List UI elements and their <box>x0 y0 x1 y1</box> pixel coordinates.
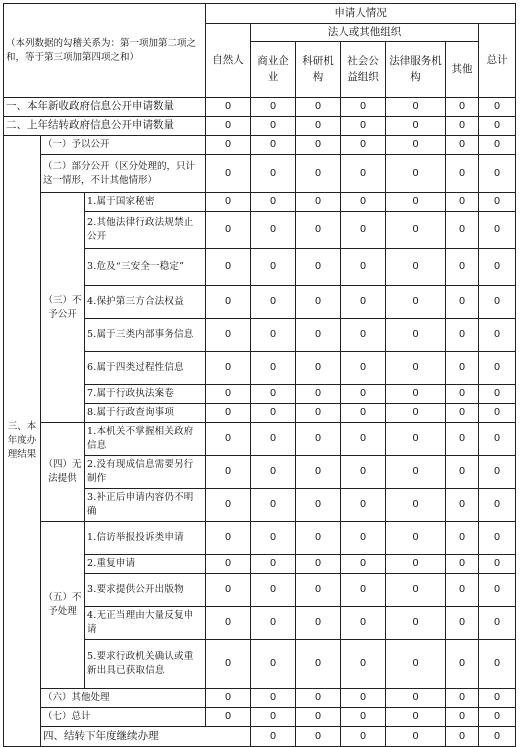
value-cell: 0 <box>296 385 341 404</box>
value-cell: 0 <box>341 155 386 193</box>
value-cell: 0 <box>251 708 296 727</box>
value-cell: 0 <box>206 117 251 136</box>
value-cell: 0 <box>386 352 446 385</box>
item-label: 5.属于三类内部事务信息 <box>85 319 206 352</box>
value-cell: 0 <box>296 136 341 155</box>
value-cell: 0 <box>251 385 296 404</box>
value-cell: 0 <box>251 456 296 489</box>
value-cell: 0 <box>446 727 479 747</box>
value-cell: 0 <box>446 98 479 117</box>
group-label-total: （七）总计 <box>41 708 206 727</box>
value-cell: 0 <box>386 117 446 136</box>
value-cell: 0 <box>479 727 516 747</box>
value-cell: 0 <box>251 574 296 607</box>
value-cell: 0 <box>296 352 341 385</box>
value-cell: 0 <box>479 319 516 352</box>
value-cell: 0 <box>446 155 479 193</box>
value-cell: 0 <box>386 193 446 212</box>
group-label-partially-disclosed: （二）部分公开（区分处理的，只计这一情形，不计其他情形） <box>41 155 206 193</box>
legal-service-header: 法律服务机构 <box>386 42 446 98</box>
group-label-unable-to-provide: （四）无法提供 <box>41 423 85 522</box>
natural-person-header: 自然人 <box>206 24 251 98</box>
value-cell: 0 <box>251 555 296 574</box>
section-three-label: 三、本年度办理结果 <box>4 136 41 747</box>
value-cell: 0 <box>296 574 341 607</box>
value-cell: 0 <box>251 689 296 708</box>
value-cell: 0 <box>251 640 296 689</box>
value-cell: 0 <box>251 404 296 423</box>
value-cell: 0 <box>479 193 516 212</box>
item-label: 2.没有现成信息需要另行制作 <box>85 456 206 489</box>
value-cell: 0 <box>206 640 251 689</box>
value-cell: 0 <box>479 423 516 456</box>
value-cell: 0 <box>341 286 386 319</box>
value-cell: 0 <box>251 136 296 155</box>
value-cell: 0 <box>341 708 386 727</box>
value-cell: 0 <box>446 689 479 708</box>
value-cell: 0 <box>386 640 446 689</box>
item-label: 7.属于行政执法案卷 <box>85 385 206 404</box>
value-cell: 0 <box>446 456 479 489</box>
value-cell: 0 <box>479 607 516 640</box>
value-cell: 0 <box>386 286 446 319</box>
value-cell: 0 <box>479 352 516 385</box>
legal-entity-group-header: 法人或其他组织 <box>251 24 479 42</box>
value-cell: 0 <box>296 607 341 640</box>
value-cell: 0 <box>341 117 386 136</box>
value-cell: 0 <box>341 607 386 640</box>
item-label: 2.其他法律行政法规禁止公开 <box>85 212 206 249</box>
value-cell: 0 <box>341 727 386 747</box>
application-statistics-table <box>3 3 516 747</box>
value-cell: 0 <box>296 155 341 193</box>
group-label-not-disclosed: （三）不予公开 <box>41 193 85 423</box>
value-cell: 0 <box>341 689 386 708</box>
value-cell: 0 <box>206 489 251 522</box>
value-cell: 0 <box>341 423 386 456</box>
value-cell: 0 <box>386 249 446 286</box>
table-row <box>4 98 516 117</box>
value-cell: 0 <box>296 456 341 489</box>
value-cell: 0 <box>446 319 479 352</box>
value-cell: 0 <box>206 423 251 456</box>
item-label: 1.信访举报投诉类申请 <box>85 522 206 555</box>
value-cell: 0 <box>341 456 386 489</box>
item-label: 6.属于四类过程性信息 <box>85 352 206 385</box>
value-cell: 0 <box>341 193 386 212</box>
value-cell: 0 <box>479 249 516 286</box>
value-cell: 0 <box>479 489 516 522</box>
value-cell: 0 <box>479 640 516 689</box>
value-cell: 0 <box>296 193 341 212</box>
value-cell: 0 <box>446 352 479 385</box>
total-header: 总计 <box>479 24 516 98</box>
value-cell: 0 <box>296 286 341 319</box>
value-cell: 0 <box>206 155 251 193</box>
value-cell: 0 <box>206 352 251 385</box>
value-cell: 0 <box>341 640 386 689</box>
value-cell: 0 <box>251 522 296 555</box>
value-cell: 0 <box>479 522 516 555</box>
item-label: 2.重复申请 <box>85 555 206 574</box>
value-cell: 0 <box>296 319 341 352</box>
value-cell: 0 <box>386 522 446 555</box>
value-cell: 0 <box>386 727 446 747</box>
research-header: 科研机构 <box>296 42 341 98</box>
value-cell: 0 <box>341 352 386 385</box>
value-cell: 0 <box>341 522 386 555</box>
item-label: 8.属于行政查询事项 <box>85 404 206 423</box>
value-cell: 0 <box>446 555 479 574</box>
value-cell: 0 <box>479 117 516 136</box>
value-cell: 0 <box>446 212 479 249</box>
value-cell: 0 <box>296 727 341 747</box>
item-label: 5.要求行政机关确认或重新出具已获取信息 <box>85 640 206 689</box>
value-cell: 0 <box>479 212 516 249</box>
value-cell: 0 <box>386 423 446 456</box>
value-cell: 0 <box>446 489 479 522</box>
value-cell: 0 <box>341 404 386 423</box>
table-row <box>4 689 516 708</box>
value-cell: 0 <box>251 727 296 747</box>
table-row <box>4 423 516 456</box>
value-cell: 0 <box>206 98 251 117</box>
item-label: 4.无正当理由大量反复申请 <box>85 607 206 640</box>
value-cell: 0 <box>479 404 516 423</box>
value-cell: 0 <box>341 136 386 155</box>
value-cell: 0 <box>206 607 251 640</box>
commercial-header: 商业企业 <box>251 42 296 98</box>
value-cell: 0 <box>446 404 479 423</box>
value-cell: 0 <box>386 489 446 522</box>
value-cell: 0 <box>296 117 341 136</box>
value-cell: 0 <box>251 489 296 522</box>
value-cell: 0 <box>479 385 516 404</box>
value-cell: 0 <box>296 98 341 117</box>
value-cell: 0 <box>206 136 251 155</box>
value-cell: 0 <box>479 555 516 574</box>
value-cell: 0 <box>341 385 386 404</box>
value-cell: 0 <box>251 423 296 456</box>
value-cell: 0 <box>446 607 479 640</box>
row-label-carry-forward: 四、结转下年度继续办理 <box>41 727 251 747</box>
value-cell: 0 <box>341 574 386 607</box>
value-cell: 0 <box>296 249 341 286</box>
value-cell: 0 <box>296 708 341 727</box>
value-cell: 0 <box>386 385 446 404</box>
value-cell: 0 <box>251 212 296 249</box>
value-cell: 0 <box>251 319 296 352</box>
value-cell: 0 <box>386 155 446 193</box>
value-cell: 0 <box>386 98 446 117</box>
value-cell: 0 <box>206 708 251 727</box>
value-cell: 0 <box>341 212 386 249</box>
value-cell: 0 <box>206 385 251 404</box>
value-cell: 0 <box>251 98 296 117</box>
table-row <box>4 155 516 193</box>
value-cell: 0 <box>296 489 341 522</box>
value-cell: 0 <box>206 193 251 212</box>
value-cell: 0 <box>296 423 341 456</box>
value-cell: 0 <box>341 249 386 286</box>
consistency-note: （本列数据的勾稽关系为：第一项加第二项之和，等于第三项加第四项之和） <box>4 4 206 98</box>
value-cell: 0 <box>479 136 516 155</box>
value-cell: 0 <box>479 98 516 117</box>
value-cell: 0 <box>446 385 479 404</box>
item-label: 3.危及“三安全一稳定” <box>85 249 206 286</box>
value-cell: 0 <box>251 352 296 385</box>
value-cell: 0 <box>206 522 251 555</box>
value-cell: 0 <box>386 708 446 727</box>
value-cell: 0 <box>446 708 479 727</box>
value-cell: 0 <box>296 404 341 423</box>
item-label: 1.属于国家秘密 <box>85 193 206 212</box>
value-cell: 0 <box>206 212 251 249</box>
value-cell: 0 <box>206 249 251 286</box>
value-cell: 0 <box>446 136 479 155</box>
value-cell: 0 <box>386 212 446 249</box>
value-cell: 0 <box>386 319 446 352</box>
value-cell: 0 <box>206 404 251 423</box>
table-row <box>4 708 516 727</box>
group-label-disclosed: （一）予以公开 <box>41 136 206 155</box>
row-label-carried-over: 二、上年结转政府信息公开申请数量 <box>4 117 206 136</box>
value-cell: 0 <box>479 456 516 489</box>
item-label: 3.要求提供公开出版物 <box>85 574 206 607</box>
value-cell: 0 <box>296 522 341 555</box>
value-cell: 0 <box>479 708 516 727</box>
value-cell: 0 <box>251 155 296 193</box>
value-cell: 0 <box>479 689 516 708</box>
value-cell: 0 <box>341 98 386 117</box>
value-cell: 0 <box>206 286 251 319</box>
value-cell: 0 <box>386 404 446 423</box>
value-cell: 0 <box>479 155 516 193</box>
value-cell: 0 <box>446 117 479 136</box>
applicant-header: 申请人情况 <box>206 4 516 24</box>
value-cell: 0 <box>341 489 386 522</box>
row-label-new-applications: 一、本年新收政府信息公开申请数量 <box>4 98 206 117</box>
value-cell: 0 <box>446 423 479 456</box>
value-cell: 0 <box>479 286 516 319</box>
value-cell: 0 <box>296 212 341 249</box>
group-label-not-processed: （五）不予处理 <box>41 522 85 689</box>
value-cell: 0 <box>446 286 479 319</box>
value-cell: 0 <box>479 574 516 607</box>
value-cell: 0 <box>386 607 446 640</box>
value-cell: 0 <box>251 607 296 640</box>
table-row <box>4 727 516 747</box>
group-label-other-handling: （六）其他处理 <box>41 689 206 708</box>
value-cell: 0 <box>386 574 446 607</box>
value-cell: 0 <box>386 555 446 574</box>
value-cell: 0 <box>296 689 341 708</box>
value-cell: 0 <box>341 319 386 352</box>
item-label: 3.补正后申请内容仍不明确 <box>85 489 206 522</box>
value-cell: 0 <box>251 249 296 286</box>
value-cell: 0 <box>296 640 341 689</box>
value-cell: 0 <box>296 555 341 574</box>
value-cell: 0 <box>206 689 251 708</box>
value-cell: 0 <box>206 555 251 574</box>
table-row <box>4 522 516 555</box>
value-cell: 0 <box>386 456 446 489</box>
value-cell: 0 <box>446 249 479 286</box>
value-cell: 0 <box>251 193 296 212</box>
table-row <box>4 193 516 212</box>
value-cell: 0 <box>206 574 251 607</box>
value-cell: 0 <box>446 522 479 555</box>
item-label: 1.本机关不掌握相关政府信息 <box>85 423 206 456</box>
value-cell: 0 <box>446 193 479 212</box>
value-cell: 0 <box>341 555 386 574</box>
value-cell: 0 <box>386 136 446 155</box>
value-cell: 0 <box>206 319 251 352</box>
item-label: 4.保护第三方合法权益 <box>85 286 206 319</box>
table-row <box>4 136 516 155</box>
value-cell: 0 <box>386 689 446 708</box>
value-cell: 0 <box>446 640 479 689</box>
table-row <box>4 117 516 136</box>
social-welfare-header: 社会公益组织 <box>341 42 386 98</box>
other-header: 其他 <box>446 42 479 98</box>
value-cell: 0 <box>251 117 296 136</box>
value-cell: 0 <box>206 456 251 489</box>
value-cell: 0 <box>446 574 479 607</box>
value-cell: 0 <box>251 286 296 319</box>
